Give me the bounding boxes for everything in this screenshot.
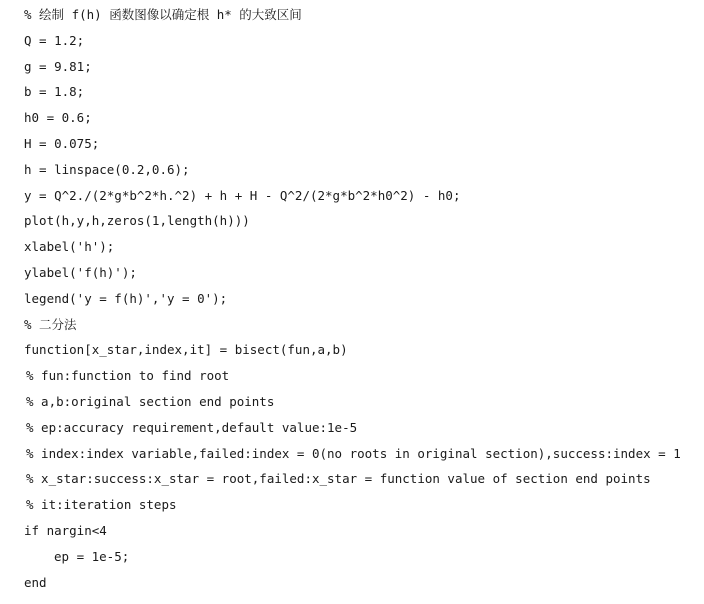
code-line: legend('y = f(h)','y = 0'); <box>24 290 228 306</box>
code-comment: % fun:function to find root <box>26 368 230 384</box>
code-line: y = Q^2./(2*g*b^2*h.^2) + h + H - Q^2/(2*g*b^2*h0^2) - h0; <box>24 187 461 203</box>
code-comment: % index:index variable,failed:index = 0(no roots in original section),success:index = 1 <box>26 445 681 461</box>
code-line: end <box>24 574 47 590</box>
code-line: if nargin<4 <box>24 522 107 538</box>
code-comment: % 二分法 <box>24 316 77 332</box>
code-line: ep = 1e-5; <box>54 548 130 564</box>
code-line: plot(h,y,h,zeros(1,length(h))) <box>24 213 250 229</box>
code-listing <box>24 2 700 595</box>
code-comment: % a,b:original section end points <box>26 393 275 409</box>
code-line: b = 1.8; <box>24 84 85 100</box>
code-line: ylabel('f(h)'); <box>24 264 137 280</box>
code-line: g = 9.81; <box>24 58 92 74</box>
code-line: h = linspace(0.2,0.6); <box>24 161 190 177</box>
code-comment: % x_star:success:x_star = root,failed:x_star = function value of section end points <box>26 471 651 487</box>
code-line: Q = 1.2; <box>24 32 85 48</box>
code-comment: % it:iteration steps <box>26 497 177 513</box>
code-line: function[x_star,index,it] = bisect(fun,a,b) <box>24 342 348 358</box>
code-line: h0 = 0.6; <box>24 110 92 126</box>
code-comment: % ep:accuracy requirement,default value:1e-5 <box>26 419 358 435</box>
code-line: H = 0.075; <box>24 135 100 151</box>
code-comment: % 绘制 f(h) 函数图像以确定根 h* 的大致区间 <box>24 7 302 22</box>
code-line: xlabel('h'); <box>24 239 115 255</box>
